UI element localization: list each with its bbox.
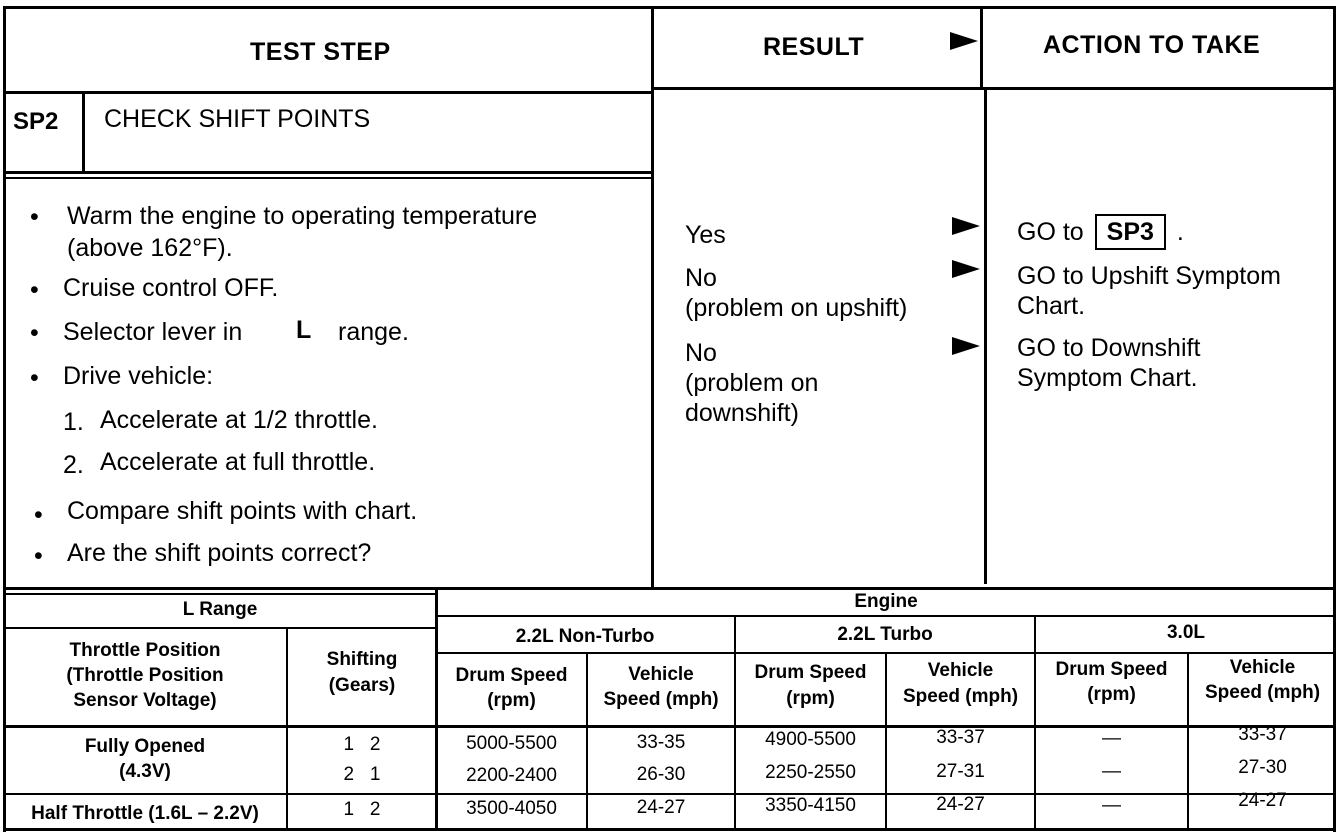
frame-right [1333,6,1336,832]
throttle-header-1: Throttle Position [69,640,221,661]
instruction-selector-pre: Selector lever in [63,318,243,346]
action-upshift-1: GO to Upshift Symptom [1017,262,1281,290]
table-top-line2 [4,593,436,595]
step-title-bottom2 [4,177,654,179]
arrow-icon [952,217,980,235]
frame-top [4,6,1336,9]
bullet-icon: • [30,276,39,304]
table-cell: — [1102,728,1121,749]
shifting-header-2: (Gears) [328,675,396,696]
shift-gears: 1 2 [343,799,381,820]
bullet-icon: • [34,542,43,570]
bullet-icon: • [30,319,39,347]
result-no-downshift-1: No [685,339,717,367]
action-upshift-2: Chart. [1017,292,1086,320]
instruction-warm-1: Warm the engine to operating temperature [67,202,538,230]
shift-gears: 1 2 [343,734,381,755]
table-cell: 27-31 [936,761,985,782]
table-cell: — [1102,795,1121,816]
table-cell: 33-37 [936,727,985,748]
step-id: SP2 [13,108,59,135]
header-bottom-line-right [652,87,1336,90]
vehicle-speed-unit: Speed (mph) [1204,682,1321,703]
action-go-period: . [1176,218,1184,246]
drum-speed-unit: (rpm) [487,690,536,711]
engine-header: Engine [854,591,918,612]
engine-non-turbo: 2.2L Non-Turbo [515,626,655,647]
bullet-icon: • [30,203,39,231]
step-title: CHECK SHIFT POINTS [104,105,371,133]
throttle-header-3: Sensor Voltage) [73,690,217,711]
result-no-upshift-1: No [685,264,717,292]
vehicle-speed-header: Vehicle [927,660,994,681]
vehicle-speed-header: Vehicle [1229,657,1296,678]
action-header: ACTION TO TAKE [1043,31,1261,59]
instruction-cruise: Cruise control OFF. [63,274,279,302]
action-go-label: GO to [1017,218,1084,246]
action-downshift-1: GO to Downshift [1017,334,1201,362]
bullet-icon: • [34,501,43,529]
action-go-sp3 [1017,214,1184,250]
table-top-line [4,587,1336,590]
table-cell: 2200-2400 [466,765,557,786]
action-downshift-2: Symptom Chart. [1017,364,1198,392]
shifting-header-1: Shifting [326,649,398,670]
table-cell: 3350-4150 [765,795,856,816]
engine-turbo: 2.2L Turbo [837,624,933,645]
result-no-downshift-3: downshift) [685,399,799,427]
instruction-selector-range: L [296,316,312,344]
table-cell: 33-37 [1238,724,1287,745]
arrow-icon [952,260,980,278]
drum-speed-header: Drum Speed [455,665,568,686]
table-cell: 3500-4050 [466,798,557,819]
engine-3l: 3.0L [1166,622,1206,643]
drum-speed-unit: (rpm) [786,688,835,709]
instruction-question: Are the shift points correct? [67,539,372,567]
step-id-divider [82,93,85,173]
instruction-warm-2: (above 162°F). [67,234,233,262]
bullet-icon: • [30,364,39,392]
row-half-throttle: Half Throttle (1.6L – 2.2V) [31,803,259,824]
lrange-row-line [4,627,436,629]
step-number-1: 1. [63,408,84,436]
table-cell: 5000-5500 [466,733,557,754]
col-divider-result [651,6,654,589]
result-header: RESULT [763,33,865,61]
table-cell: — [1102,761,1121,782]
arrow-icon [952,337,980,355]
step-number-2: 2. [63,451,84,479]
instruction-selector-post: range. [338,318,409,346]
vehicle-speed-unit: Speed (mph) [902,686,1019,707]
table-cell: 26-30 [636,764,686,785]
table-cell: 33-35 [636,732,686,753]
shift-gears: 2 1 [343,764,381,785]
step-title-bottom [4,171,654,174]
table-cell: 24-27 [936,794,985,815]
result-no-downshift-2: (problem on [685,369,819,397]
drum-speed-unit: (rpm) [1087,684,1136,705]
instruction-full-throttle: Accelerate at full throttle. [100,448,376,476]
frame-bottom [4,828,1336,831]
test-step-header: TEST STEP [250,38,391,66]
engine-row-line [436,615,1336,617]
sp3-link[interactable]: SP3 [1095,214,1166,250]
arrow-icon [950,32,978,50]
col-divider-action [980,6,983,89]
table-cell: 24-27 [1238,790,1287,811]
l-range-header: L Range [182,599,258,620]
drum-speed-header: Drum Speed [1055,659,1168,680]
row-fully-opened: Fully Opened [84,736,206,757]
instruction-compare: Compare shift points with chart. [67,497,418,525]
table-cell: 24-27 [636,797,686,818]
table-cell: 2250-2550 [765,762,856,783]
header-bottom-line [4,91,654,94]
table-cell: 27-30 [1238,757,1287,778]
table-cell: 4900-5500 [765,729,856,750]
instruction-half-throttle: Accelerate at 1/2 throttle. [100,406,378,434]
vehicle-speed-header: Vehicle [628,664,694,685]
result-no-upshift-2: (problem on upshift) [685,294,908,322]
vehicle-speed-unit: Speed (mph) [603,689,719,710]
instruction-drive: Drive vehicle: [63,362,214,390]
result-yes: Yes [685,221,726,249]
drum-speed-header: Drum Speed [754,662,867,683]
throttle-header-2: (Throttle Position [66,665,224,686]
col-divider-action-lower [984,89,987,584]
row-fully-opened-voltage: (4.3V) [119,761,171,782]
